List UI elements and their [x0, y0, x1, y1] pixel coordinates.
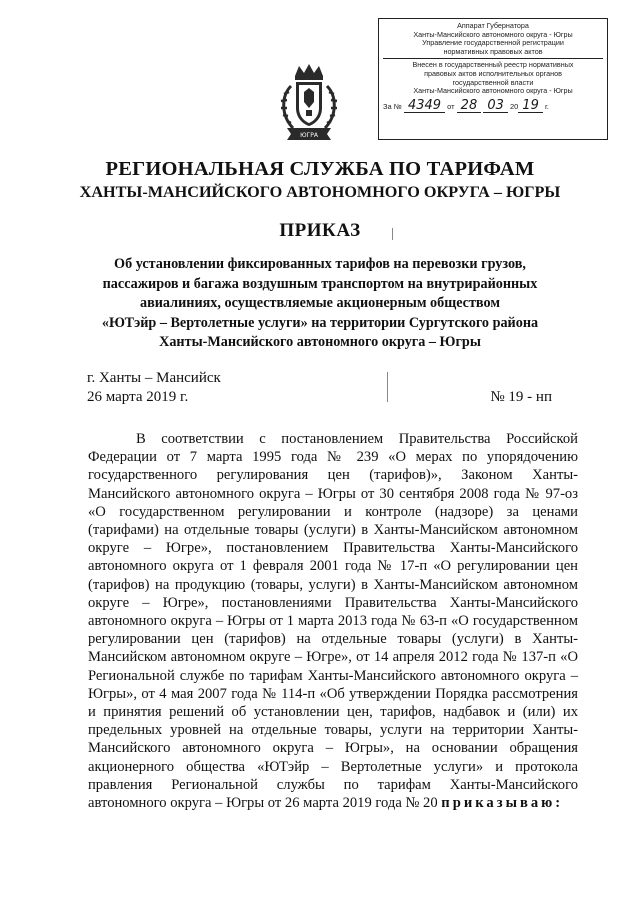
scan-mark — [392, 228, 393, 240]
reg-year: 19 — [518, 100, 543, 113]
stamp-register-note — [383, 58, 603, 112]
issue-place: г. Ханты – Мансийск — [87, 370, 221, 386]
coat-of-arms-graphic — [277, 62, 341, 142]
subject-line: «ЮТэйр – Вертолетные услуги» на территории Сургутского района — [101, 314, 539, 331]
reg-number: 4349 — [404, 100, 445, 113]
stamp-line: Управление государственной регистрации — [422, 38, 564, 48]
reg-prefix: За № — [383, 101, 402, 111]
order-preamble — [88, 430, 578, 812]
subject-line: Ханты-Мансийского автономного округа – Югры — [159, 334, 481, 350]
stamp-line: государственной власти — [452, 77, 534, 87]
reg-day: 28 — [457, 100, 482, 113]
agency-title: РЕГИОНАЛЬНАЯ СЛУЖБА ПО ТАРИФАМ — [105, 158, 535, 180]
subject-line: авиалиниях, осуществляемые акционерным обществом — [140, 295, 500, 311]
subject-line: пассажиров и багажа воздушным транспортом на внутрирайонных — [102, 275, 538, 292]
stamp-line: нормативных правовых актов — [443, 46, 543, 56]
stamp-line: Ханты-Мансийского автономного округа - Югры — [413, 29, 573, 39]
registration-stamp — [378, 18, 608, 140]
reg-month: 03 — [483, 100, 508, 113]
stamp-registration-line — [383, 97, 603, 113]
stamp-line: правовых актов исполнительных органов — [424, 68, 562, 78]
issue-date: 26 марта 2019 г. — [87, 389, 189, 405]
stamp-line: Ханты-Мансийского автономного округа - Югры — [413, 86, 573, 96]
preamble-text: В соответствии с постановлением Правительства Российской Федерации от 7 марта 1995 года № 239 «О мерах по упорядочению государственного регулирования цен (тарифов)», Законом Ханты-Мансийского автономного округа – Югры от 30 сентября 2008 года № 97-оз «О государственном регулировании и контроле (надзоре) за ценами (тарифами) на отдельные товары (услуги) в Ханты-Мансийском автономном округе – Югре», постановлением Правительства Ханты-Мансийского автономного округа от 1 февраля 2001 года № 17-п «О регулировании цен (тарифов) на продукцию (товары, услуги) в Ханты-Мансийском автономном округе – Югре», постановлениями Правительства Ханты-Мансийского автономного округа – Югры от 1 марта 2013 года № 63-п «О государственном регулировании цен (тарифов) на отдельные товары (услуги) в Ханты-Мансийском автономном округе – Югре», от 14 апреля 2012 года № 137-п «О Региональной службе по тарифам Ханты-Мансийского автономного округа – Югры», от 4 мая 2007 года № 114-п «Об утверждении Порядка рассмотрения и принятия решений об установлении цен, тарифов, надбавок и (или) их предельных уровней на отдельные товары, услуги на территории Ханты-Мансийского автономного округа – Югры», на основании обращения акционерного общества «ЮТэйр – Вертолетные услуги» и протокола правления Региональной службы по тарифам Ханты-Мансийского автономного округа – Югры от 26 марта 2019 года № 20 — [88, 431, 578, 812]
stamp-header — [383, 22, 603, 56]
reg-year-prefix: 20 — [509, 101, 519, 111]
emblem-ribbon-text: ЮГРА — [300, 132, 318, 139]
subject-line: Об установлении фиксированных тарифов на перевозки грузов, — [114, 256, 526, 272]
coat-of-arms-icon — [277, 62, 341, 142]
document-type: ПРИКАЗ — [279, 220, 361, 241]
reg-suffix: г. — [544, 101, 549, 111]
scan-mark — [387, 372, 388, 402]
stamp-line: Внесен в государственный реестр нормативных — [412, 60, 574, 70]
order-subject — [70, 255, 570, 353]
agency-region: ХАНТЫ-МАНСИЙСКОГО АВТОНОМНОГО ОКРУГА – ЮГРЫ — [79, 183, 561, 201]
stamp-line: Аппарат Губернатора — [457, 21, 529, 30]
order-number: № 19 - нп — [490, 389, 552, 405]
order-command: приказываю: — [441, 795, 564, 812]
reg-mid: от — [447, 101, 455, 111]
